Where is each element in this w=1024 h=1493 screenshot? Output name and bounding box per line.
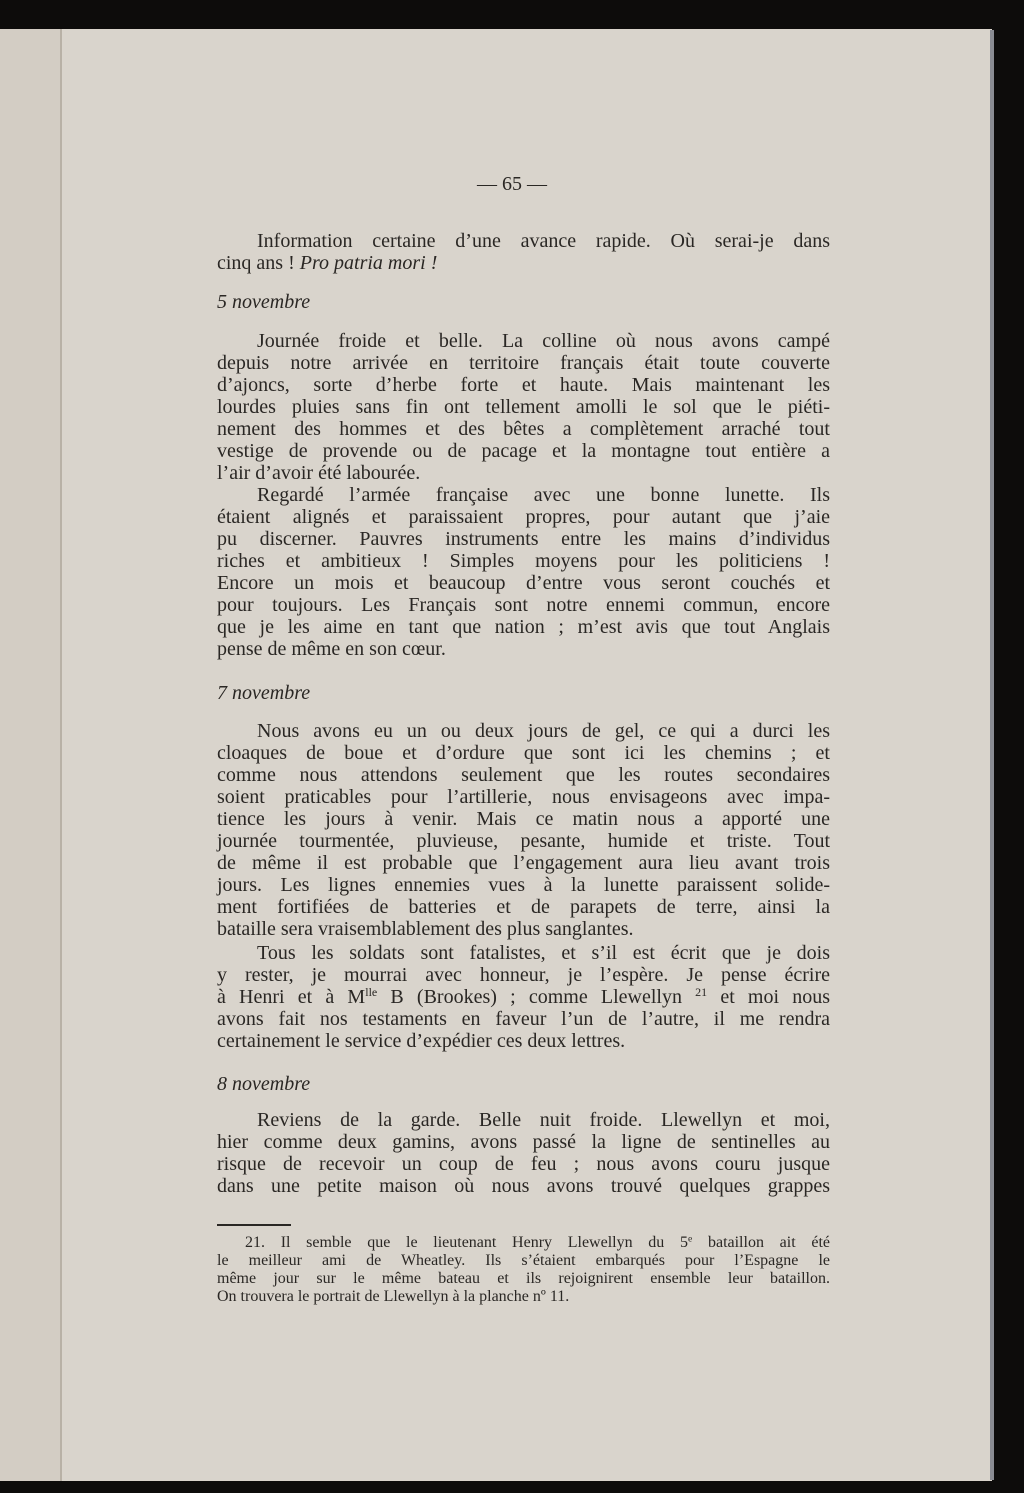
footnote-rule [217, 1224, 291, 1226]
superscript: lle [365, 984, 378, 999]
text-line: pu discerner. Pauvres instruments entre les mains d’individus [217, 528, 830, 550]
text-line: que je les aime en tant que nation ; m’est avis que tout Anglais [217, 616, 830, 638]
paragraph [217, 484, 830, 660]
text-line: Tous les soldats sont fatalistes, et s’il est écrit que je dois [257, 942, 830, 964]
text-line: journée tourmentée, pluvieuse, pesante, humide et triste. Tout [217, 830, 830, 852]
text-line: dans une petite maison où nous avons trouvé quelques grappes [217, 1175, 830, 1197]
text-line: le meilleur ami de Wheatley. Ils s’étaient embarqués pour l’Espagne le [217, 1252, 830, 1269]
facing-page-edge [0, 29, 60, 1481]
text-line: Regardé l’armée française avec une bonne lunette. Ils [257, 484, 830, 506]
paragraph [217, 230, 830, 274]
text-line: On trouvera le portrait de Llewellyn à la planche nº 11. [217, 1288, 570, 1305]
diary-date-heading: 7 novembre [217, 682, 311, 704]
text-segment: à Henri et à M [217, 986, 366, 1008]
text-line: d’ajoncs, sorte d’herbe forte et haute. Mais maintenant les [217, 374, 830, 396]
text-line: Nous avons eu un ou deux jours de gel, ce qui a durci les [257, 720, 830, 742]
text-segment: cinq ans ! [217, 252, 300, 274]
italic-text: Pro patria mori ! [299, 252, 438, 274]
text-segment: bataillon ait été [692, 1234, 830, 1251]
text-line: vestige de provende ou de pacage et la montagne tout entière a [217, 440, 830, 462]
page-edge [990, 30, 994, 1480]
text-line: cloaques de boue et d’ordure que sont ici les chemins ; et [217, 742, 830, 764]
text-line: avons fait nos testaments en faveur l’un de l’autre, il me rendra [217, 1008, 830, 1030]
text-line: ment fortifiées de batteries et de parapets de terre, ainsi la [217, 896, 830, 918]
paragraph [217, 720, 830, 940]
text-line: l’air d’avoir été labourée. [217, 462, 421, 484]
text-line: y rester, je mourrai avec honneur, je l’espère. Je pense écrire [217, 964, 830, 986]
diary-date-heading: 5 novembre [217, 291, 311, 313]
superscript: 21 [695, 984, 708, 999]
text-line: certainement le service d’expédier ces deux lettres. [217, 1030, 626, 1052]
text-line [217, 1234, 830, 1252]
text-line: soient praticables pour l’artillerie, nous envisageons avec impa- [217, 786, 830, 808]
text-line: lourdes pluies sans fin ont tellement amolli le sol que le piéti- [217, 396, 830, 418]
text-line: comme nous attendons seulement que les routes secondaires [217, 764, 830, 786]
paragraph [217, 1109, 830, 1197]
text-line: même jour sur le même bateau et ils rejoignirent ensemble leur bataillon. [217, 1270, 830, 1287]
text-line: nement des hommes et des bêtes a complètement arraché tout [217, 418, 830, 440]
diary-date-heading: 8 novembre [217, 1073, 311, 1095]
text-line: depuis notre arrivée en territoire français était toute couverte [217, 352, 830, 374]
text-line: bataille sera vraisemblablement des plus sanglantes. [217, 918, 634, 940]
text-line: Information certaine d’une avance rapide. Où serai-je dans [257, 230, 830, 252]
text-segment: et moi nous [707, 986, 831, 1008]
text-line: pense de même en son cœur. [217, 638, 446, 660]
text-segment: B (Brookes) ; comme Llewellyn [377, 986, 696, 1008]
text-line: Journée froide et belle. La colline où nous avons campé [257, 330, 830, 352]
paragraph [217, 330, 830, 484]
text-line: risque de recevoir un coup de feu ; nous avons couru jusque [217, 1153, 830, 1175]
text-line: riches et ambitieux ! Simples moyens pour les politiciens ! [217, 550, 830, 572]
text-line: Encore un mois et beaucoup d’entre vous seront couchés et [217, 572, 830, 594]
text-line: jours. Les lignes ennemies vues à la lunette paraissent solide- [217, 874, 830, 896]
text-line: étaient alignés et paraissaient propres, pour autant que j’aie [217, 506, 830, 528]
text-line: hier comme deux gamins, avons passé la ligne de sentinelles au [217, 1131, 830, 1153]
superscript: e [688, 1233, 693, 1245]
page-number: — 65 — [477, 173, 547, 195]
footnote [217, 1234, 830, 1306]
text-line [217, 252, 830, 274]
text-line: Reviens de la garde. Belle nuit froide. Llewellyn et moi, [257, 1109, 830, 1131]
text-segment: 21. Il semble que le lieutenant Henry Llewellyn du 5 [245, 1234, 688, 1251]
text-line: pour toujours. Les Français sont notre ennemi commun, encore [217, 594, 830, 616]
text-line: de même il est probable que l’engagement aura lieu avant trois [217, 852, 830, 874]
paragraph [217, 942, 830, 1052]
text-line: tience les jours à venir. Mais ce matin nous a apporté une [217, 808, 830, 830]
text-line [217, 986, 830, 1008]
